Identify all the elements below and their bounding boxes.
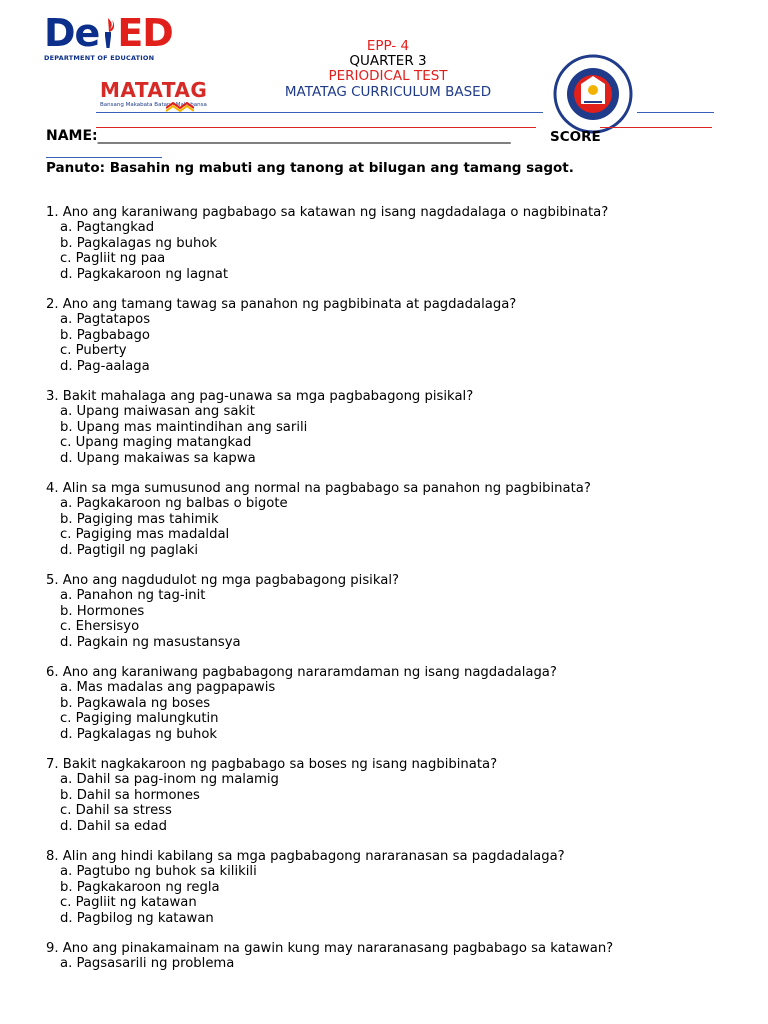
name-line: ___________________________________________________________ bbox=[97, 128, 511, 144]
answer-option[interactable]: d. Pagtigil ng paglaki bbox=[60, 542, 199, 558]
torch-icon bbox=[99, 16, 117, 46]
deped-logo-word: De ED bbox=[44, 11, 173, 55]
answer-option[interactable]: a. Mas madalas ang pagpapawis bbox=[60, 680, 276, 696]
answer-option[interactable]: a. Pagsasarili ng problema bbox=[60, 956, 235, 972]
answer-option[interactable]: b. Hormones bbox=[60, 603, 145, 619]
answer-option[interactable]: c. Pagliit ng katawan bbox=[60, 895, 197, 911]
question-text: 6. Ano ang karaniwang pagbabagong nararamdaman ng isang nagdadalaga? bbox=[46, 665, 557, 680]
question-text: 3. Bakit mahalaga ang pag-unawa sa mga pagbabagong pisikal? bbox=[46, 389, 474, 404]
answer-option[interactable]: a. Pagkakaroon ng balbas o bigote bbox=[60, 496, 288, 512]
answer-option[interactable]: a. Pagtangkad bbox=[60, 220, 155, 236]
header-red-rule-right bbox=[600, 127, 712, 128]
answer-option[interactable]: a. Panahon ng tag-init bbox=[60, 588, 206, 604]
answer-option[interactable]: b. Pagkakaroon ng regla bbox=[60, 879, 220, 895]
curriculum-title: MATATAG CURRICULUM BASED bbox=[284, 84, 492, 100]
question-text: 8. Alin ang hindi kabilang sa mga pagbabagong nararanasan sa pagdadalaga? bbox=[46, 849, 565, 864]
question-text: 9. Ano ang pinakamainam na gawin kung may nararanasang pagbabago sa katawan? bbox=[46, 941, 614, 956]
deped-logo-subtitle: DEPARTMENT OF EDUCATION bbox=[44, 54, 155, 62]
header-blue-rule-right bbox=[637, 112, 714, 113]
matatag-logo-tagline: Bansang Makabata Batang Makabansa bbox=[100, 102, 207, 108]
question-2 bbox=[46, 297, 516, 374]
answer-option[interactable]: d. Pagkain ng masustansya bbox=[60, 634, 241, 650]
header-blue-rule-left bbox=[96, 112, 543, 113]
answer-option[interactable]: d. Upang makaiwas sa kapwa bbox=[60, 450, 256, 466]
answer-option[interactable]: c. Dahil sa stress bbox=[60, 803, 172, 819]
answer-option[interactable]: a. Pagtubo ng buhok sa kilikili bbox=[60, 864, 257, 880]
score-line[interactable] bbox=[46, 157, 162, 158]
answer-option[interactable]: b. Upang mas maintindihan ang sarili bbox=[60, 419, 308, 435]
answer-option[interactable]: b. Pagbabago bbox=[60, 327, 150, 343]
answer-option[interactable]: a. Dahil sa pag-inom ng malamig bbox=[60, 772, 279, 788]
answer-option[interactable]: d. Pagkakaroon ng lagnat bbox=[60, 266, 229, 282]
test-type-title: PERIODICAL TEST bbox=[328, 68, 448, 84]
answer-option[interactable]: b. Pagkalagas ng buhok bbox=[60, 235, 218, 251]
answer-option[interactable]: b. Pagiging mas tahimik bbox=[60, 511, 219, 527]
name-label: NAME: bbox=[46, 128, 98, 144]
answer-option[interactable]: c. Pagiging mas madaldal bbox=[60, 527, 230, 543]
question-9 bbox=[46, 941, 613, 972]
question-text: 1. Ano ang karaniwang pagbabago sa katawan ng isang nagdadalaga o nagbibinata? bbox=[46, 205, 609, 220]
answer-option[interactable]: c. Ehersisyo bbox=[60, 619, 140, 635]
answer-option[interactable]: d. Pagbilog ng katawan bbox=[60, 910, 214, 926]
deped-logo bbox=[44, 11, 174, 74]
answer-option[interactable]: d. Pag-aalaga bbox=[60, 358, 150, 374]
name-field[interactable] bbox=[46, 128, 511, 144]
answer-option[interactable]: d. Dahil sa edad bbox=[60, 818, 167, 834]
question-4 bbox=[46, 481, 591, 558]
matatag-logo-word: MATATAG bbox=[100, 78, 208, 102]
question-text: 5. Ano ang nagdudulot ng mga pagbabagong pisikal? bbox=[46, 573, 399, 588]
question-3 bbox=[46, 389, 473, 466]
question-text: 2. Ano ang tamang tawag sa panahon ng pagbibinata at pagdadalaga? bbox=[46, 297, 517, 312]
question-6 bbox=[46, 665, 557, 742]
subject-title: EPP- 4 bbox=[366, 38, 410, 54]
question-7 bbox=[46, 757, 497, 834]
quarter-title: QUARTER 3 bbox=[349, 53, 427, 69]
answer-option[interactable]: b. Dahil sa hormones bbox=[60, 787, 200, 803]
answer-option[interactable]: a. Pagtatapos bbox=[60, 312, 151, 328]
answer-option[interactable]: c. Pagiging malungkutin bbox=[60, 711, 219, 727]
instructions: Panuto: Basahin ng mabuti ang tanong at bilugan ang tamang sagot. bbox=[46, 160, 574, 176]
question-8 bbox=[46, 849, 565, 926]
question-1 bbox=[46, 205, 608, 282]
question-text: 7. Bakit nagkakaroon ng pagbabago sa boses ng isang nagbibinata? bbox=[46, 757, 498, 772]
answer-option[interactable]: a. Upang maiwasan ang sakit bbox=[60, 404, 255, 420]
question-5 bbox=[46, 573, 399, 650]
answer-option[interactable]: c. Upang maging matangkad bbox=[60, 435, 252, 451]
question-text: 4. Alin sa mga sumusunod ang normal na pagbabago sa panahon ng pagbibinata? bbox=[46, 481, 591, 496]
answer-option[interactable]: c. Puberty bbox=[60, 343, 127, 359]
answer-option[interactable]: c. Pagliit ng paa bbox=[60, 251, 166, 267]
score-label: SCORE bbox=[550, 129, 601, 145]
answer-option[interactable]: b. Pagkawala ng boses bbox=[60, 695, 211, 711]
answer-option[interactable]: d. Pagkalagas ng buhok bbox=[60, 726, 218, 742]
matatag-ribbon-icon bbox=[166, 102, 194, 112]
